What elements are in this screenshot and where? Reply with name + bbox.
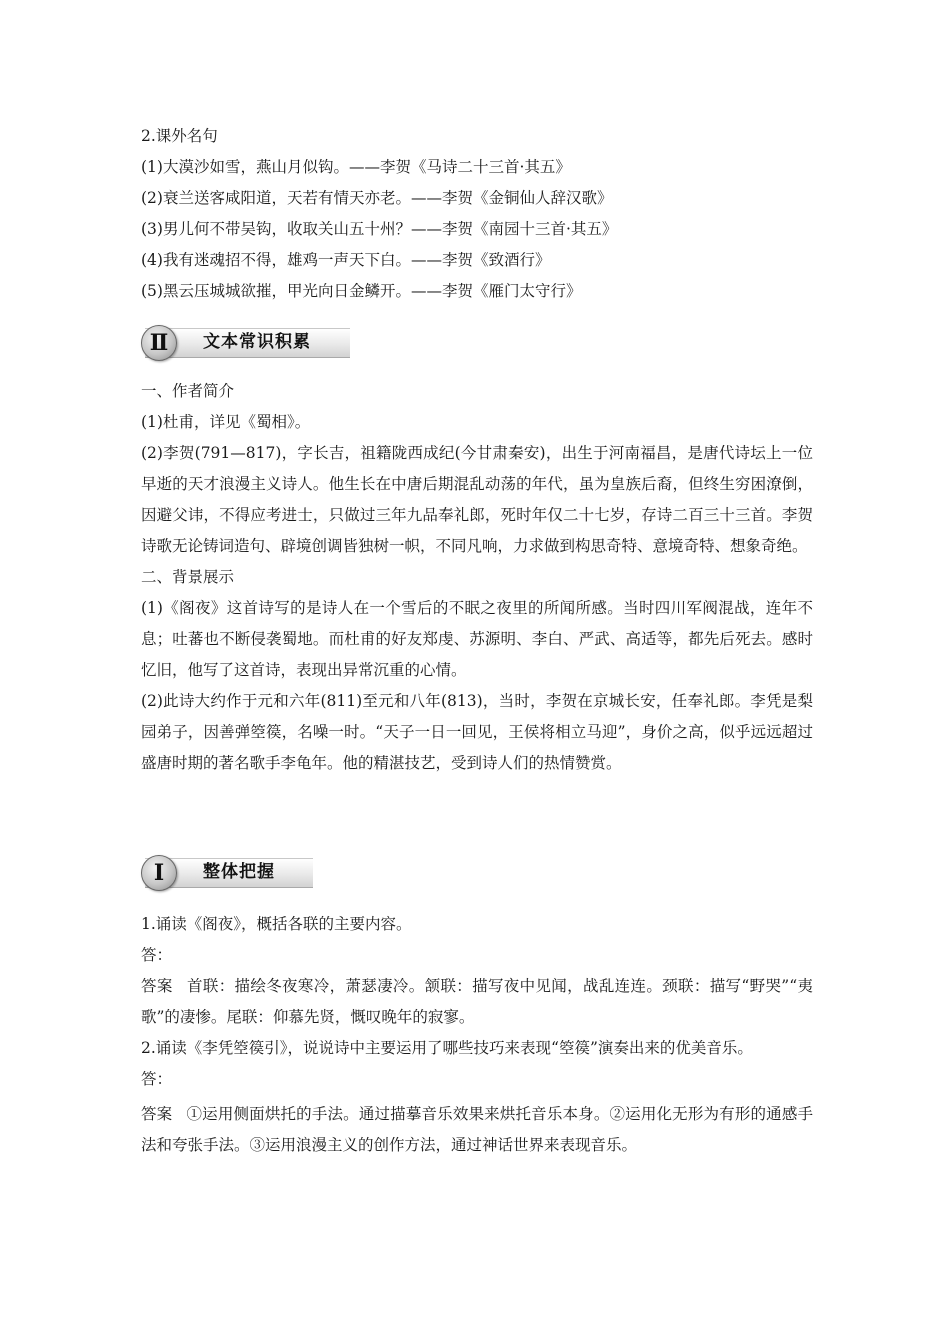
- background-heading: 二、背景展示: [141, 568, 235, 586]
- question-1: 1.诵读《阁夜》，概括各联的主要内容。: [141, 915, 412, 933]
- quote-item-1: (1)大漠沙如雪，燕山月似钩。——李贺《马诗二十三首·其五》: [141, 158, 571, 176]
- question-2: 2.诵读《李凭箜篌引》，说说诗中主要运用了哪些技巧来表现“箜篌”演奏出来的优美音乐。: [141, 1039, 753, 1057]
- answer-label: 答案: [141, 1105, 173, 1123]
- section-header-overall-grasp: [141, 855, 321, 893]
- famous-quotes-block: [141, 121, 813, 307]
- question-2-answer: [141, 1099, 813, 1161]
- quote-item-5: (5)黑云压城城欲摧，甲光向日金鳞开。——李贺《雁门太守行》: [141, 282, 582, 300]
- author-intro-heading: 一、作者简介: [141, 382, 235, 400]
- roman-numeral-badge-icon: Ⅰ: [141, 855, 177, 891]
- text-knowledge-body: [141, 376, 813, 779]
- answer-label: 答案: [141, 977, 173, 995]
- overall-grasp-body: [141, 909, 813, 1161]
- answer-text: ①运用侧面烘托的手法。通过描摹音乐效果来烘托音乐本身。②运用化无形为有形的通感手法和夸张手法。③运用浪漫主义的创作方法，通过神话世界来表现音乐。: [141, 1105, 813, 1154]
- background-li-ping: (2)此诗大约作于元和六年(811)至元和八年(813)，当时，李贺在京城长安，任奉礼郎。李凭是梨园弟子，因善弹箜篌，名噪一时。“天子一日一回见，王侯将相立马迎”，身价之高，似乎远远超过盛唐时期的著名歌手李龟年。他的精湛技艺，受到诗人们的热情赞赏。: [141, 692, 813, 772]
- quote-item-4: (4)我有迷魂招不得，雄鸡一声天下白。——李贺《致酒行》: [141, 251, 551, 269]
- quote-item-3: (3)男儿何不带吴钩，收取关山五十州？——李贺《南园十三首·其五》: [141, 220, 618, 238]
- question-1-answer: [141, 971, 813, 1033]
- section-title: 文本常识积累: [203, 332, 311, 352]
- section-header-text-knowledge: [141, 325, 356, 363]
- question-1-answer-prompt: 答：: [141, 946, 173, 964]
- author-intro-du-fu: (1)杜甫，详见《蜀相》。: [141, 413, 311, 431]
- section-title: 整体把握: [203, 862, 275, 882]
- author-intro-li-he: (2)李贺(791—817)，字长吉，祖籍陇西成纪(今甘肃秦安)，出生于河南福昌，是唐代诗坛上一位早逝的天才浪漫主义诗人。他生长在中唐后期混乱动荡的年代，虽为皇族后裔，但终生穷困潦倒，因避父讳，不得应考进士，只做过三年九品奉礼郎，死时年仅二十七岁，存诗二百三十三首。李贺诗歌无论铸词造句、辟境创调皆独树一帜，不同凡响，力求做到构思奇特、意境奇特、想象奇绝。: [141, 444, 813, 555]
- quote-item-2: (2)衰兰送客咸阳道，天若有情天亦老。——李贺《金铜仙人辞汉歌》: [141, 189, 613, 207]
- background-ge-ye: (1)《阁夜》这首诗写的是诗人在一个雪后的不眠之夜里的所闻所感。当时四川军阀混战，连年不息；吐蕃也不断侵袭蜀地。而杜甫的好友郑虔、苏源明、李白、严武、高适等，都先后死去。感时忆旧，他写了这首诗，表现出异常沉重的心情。: [141, 599, 813, 679]
- answer-text: 首联：描绘冬夜寒冷，萧瑟凄冷。颔联：描写夜中见闻，战乱连连。颈联：描写“野哭”“夷歌”的凄惨。尾联：仰慕先贤，慨叹晚年的寂寥。: [141, 977, 813, 1026]
- roman-numeral-badge-icon: Ⅱ: [141, 325, 177, 361]
- question-2-answer-prompt: 答：: [141, 1070, 173, 1088]
- famous-quotes-heading: 2.课外名句: [141, 127, 218, 145]
